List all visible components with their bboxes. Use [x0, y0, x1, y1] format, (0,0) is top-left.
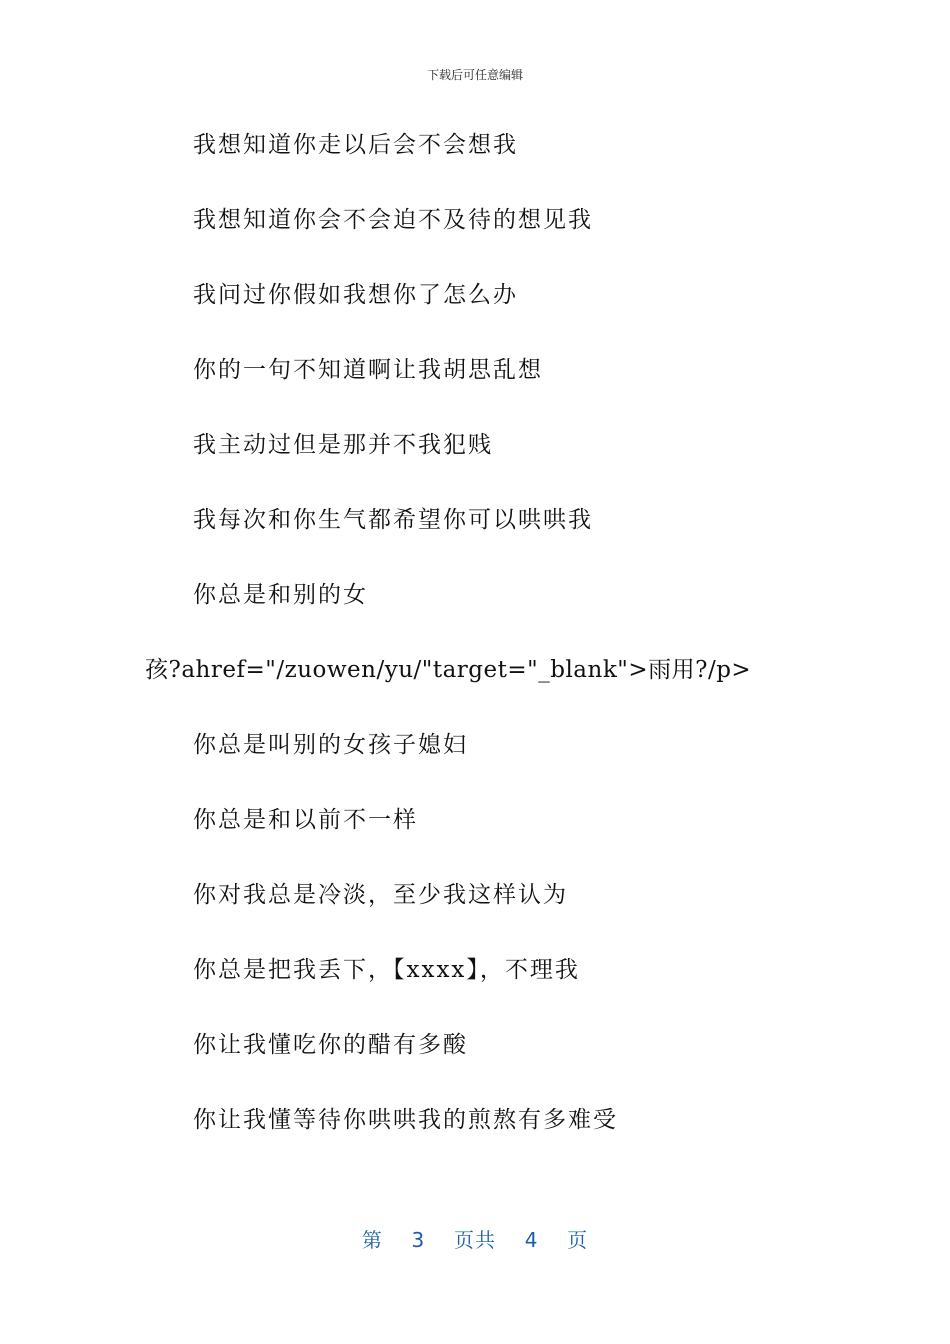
text-line: 你让我懂吃你的醋有多酸 [193, 1032, 468, 1058]
page-label-middle: 页共 [454, 1228, 496, 1252]
text-line: 我想知道你走以后会不会想我 [193, 132, 518, 158]
text-line: 你总是和别的女 [193, 582, 368, 608]
text-line: 你总是和以前不一样 [193, 807, 418, 833]
text-line: 你对我总是冷淡，至少我这样认为 [193, 882, 568, 908]
page-header-note: 下载后可任意编辑 [426, 68, 523, 82]
text-line: 我问过你假如我想你了怎么办 [193, 282, 518, 308]
text-line: 我每次和你生气都希望你可以哄哄我 [193, 507, 593, 533]
text-line: 你总是叫别的女孩子媳妇 [193, 732, 468, 758]
current-page-number: 3 [411, 1228, 426, 1252]
total-pages-number: 4 [524, 1228, 539, 1252]
text-line: 我想知道你会不会迫不及待的想见我 [193, 207, 593, 233]
text-line: 你的一句不知道啊让我胡思乱想 [193, 357, 543, 383]
text-line: 你让我懂等待你哄哄我的煎熬有多难受 [193, 1107, 618, 1133]
page-number-footer [0, 1224, 950, 1253]
page-label-suffix: 页 [567, 1228, 589, 1252]
text-line: 你总是把我丢下，【xxxx】，不理我 [193, 957, 580, 983]
text-line: 我主动过但是那并不我犯贱 [193, 432, 493, 458]
document-body [145, 126, 845, 1176]
text-line-continued: 孩?ahref="/zuowen/yu/"target="_blank">雨用?/p> [145, 657, 752, 683]
page-label-prefix: 第 [361, 1228, 383, 1252]
